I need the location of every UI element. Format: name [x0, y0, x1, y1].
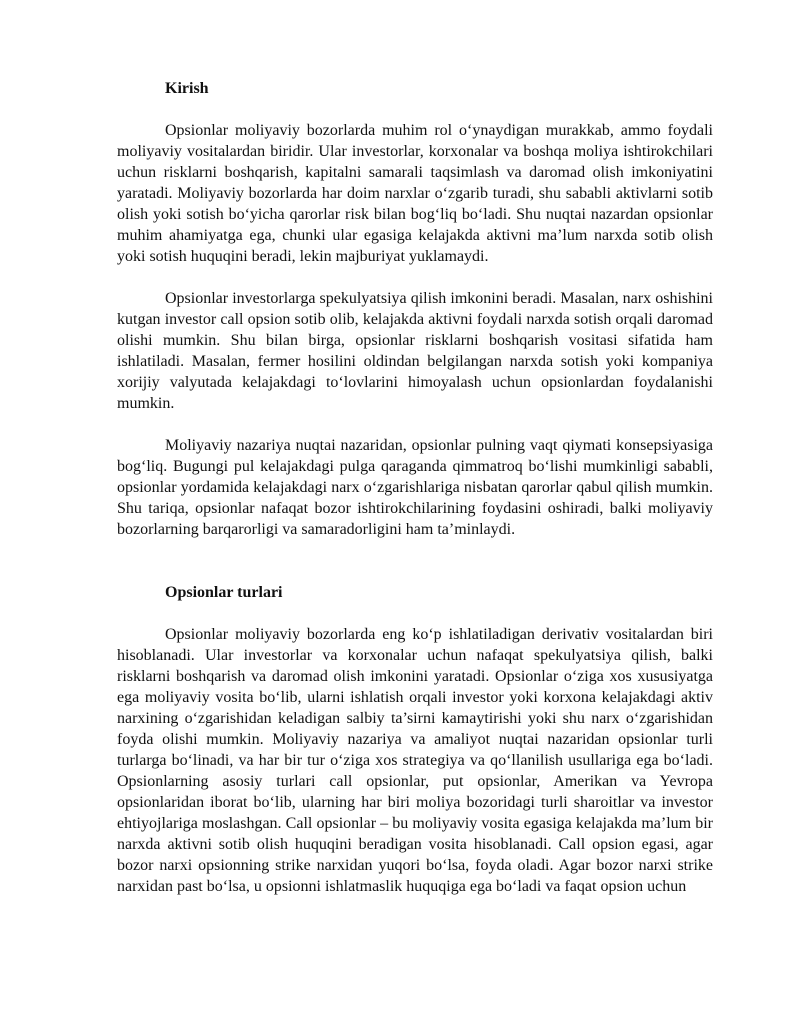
- spacer: [117, 414, 713, 435]
- document-page: [117, 78, 713, 897]
- section-heading-kirish: Kirish: [165, 80, 209, 97]
- spacer: [117, 540, 713, 582]
- paragraph-intro-2: Opsionlar investorlarga spekulyatsiya qilish imkonini beradi. Masalan, narx oshishini kutgan investor call opsion sotib olib, kelajakda aktivni foydali narxda sotish orqali daromad olishi mumkin. Shu bilan birga, opsionlar risklarni boshqarish vositasi sifatida ham ishlatiladi. Masalan, fermer hosilini oldindan belgilangan narxda sotish yoki kompaniya xorijiy valyutada kelajakdagi to‘lovlarini himoyalash uchun opsionlardan foydalanishi mumkin.: [117, 290, 713, 412]
- section-heading-opsionlar-turlari: Opsionlar turlari: [165, 584, 283, 601]
- paragraph-intro-1: Opsionlar moliyaviy bozorlarda muhim rol o‘ynaydigan murakkab, ammo foydali moliyaviy vositalardan biridir. Ular investorlar, korxonalar va boshqa moliya ishtirokchilari uchun risklarni boshqarish, kapitalni samarali taqsimlash va daromad olish imkoniyatini yaratadi. Moliyaviy bozorlarda har doim narxlar o‘zgarib turadi, shu sababli aktivlarni sotib olish yoki sotish bo‘yicha qarorlar risk bilan bog‘liq bo‘ladi. Shu nuqtai nazardan opsionlar muhim ahamiyatga ega, chunki ular egasiga kelajakda aktivni ma’lum narxda sotib olish yoki sotish huquqini beradi, lekin majburiyat yuklamaydi.: [117, 122, 713, 265]
- spacer: [117, 603, 713, 624]
- spacer: [117, 267, 713, 288]
- paragraph-intro-3: Moliyaviy nazariya nuqtai nazaridan, opsionlar pulning vaqt qiymati konsepsiyasiga bog‘liq. Bugungi pul kelajakdagi pulga qaraganda qimmatroq bo‘lishi mumkinligi sababli, opsionlar yordamida kelajakdagi narx o‘zgarishlariga nisbatan qarorlar qabul qilish mumkin. Shu tariqa, opsionlar nafaqat bozor ishtirokchilarining foydasini oshiradi, balki moliyaviy bozorlarning barqarorligi va samaradorligini ham ta’minlaydi.: [117, 437, 713, 538]
- spacer: [117, 99, 713, 120]
- paragraph-types-1: Opsionlar moliyaviy bozorlarda eng ko‘p ishlatiladigan derivativ vositalardan biri hisoblanadi. Ular investorlar va korxonalar uchun nafaqat spekulyatsiya qilish, balki risklarni boshqarish va daromad olish imkonini yaratadi. Opsionlar o‘ziga xos xususiyatga ega moliyaviy vosita bo‘lib, ularni ishlatish orqali investor yoki korxona kelajakdagi aktiv narxining o‘zgarishidan keladigan salbiy ta’sirni kamaytirishi yoki shu narx o‘zgarishidan foyda olishi mumkin. Moliyaviy nazariya va amaliyot nuqtai nazaridan opsionlar turli turlarga bo‘linadi, va har bir tur o‘ziga xos strategiya va qo‘llanilish usullariga ega bo‘ladi. Opsionlarning asosiy turlari call opsionlar, put opsionlar, Amerikan va Yevropa opsionlaridan iborat bo‘lib, ularning har biri moliya bozoridagi turli sharoitlar va investor ehtiyojlariga moslashgan. Call opsionlar – bu moliyaviy vosita egasiga kelajakda ma’lum bir narxda aktivni sotib olish huquqini beradigan vosita hisoblanadi. Call opsion egasi, agar bozor narxi opsionning strike narxidan yuqori bo‘lsa, foyda oladi. Agar bozor narxi strike narxidan past bo‘lsa, u opsionni ishlatmaslik huquqiga ega bo‘ladi va faqat opsion uchun: [117, 626, 713, 895]
